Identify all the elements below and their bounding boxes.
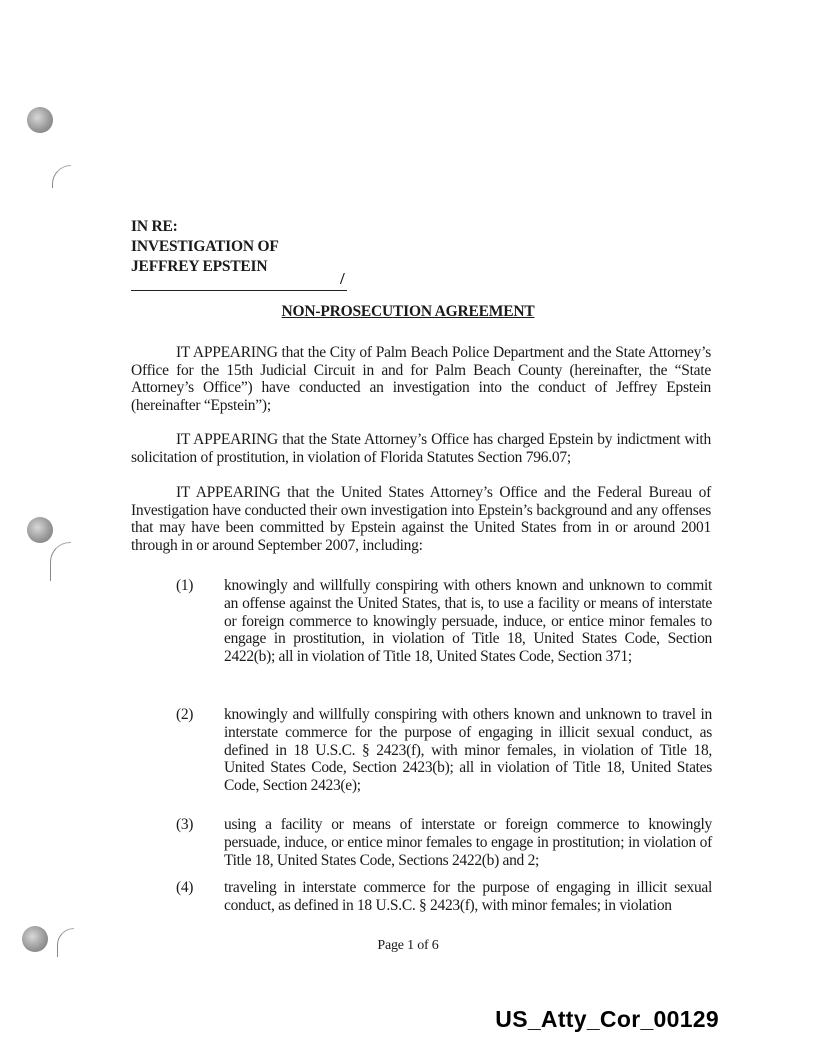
list-item-text: knowingly and willfully conspiring with others known and unknown to travel in interstate commerce for the purpose of engaging in illicit sexual conduct, as defined in 18 U.S.C. § 2423(f), with minor females, in violation of Title 18, United States Code, Section 2423(b); all in violation of Title 18, United States Code, Section 2423(e); [224,706,712,795]
list-item [176,816,712,869]
scan-mark [50,542,71,581]
caption-slash: / [340,269,345,288]
document-title: NON-PROSECUTION AGREEMENT [281,303,535,320]
list-item-number: (3) [176,816,194,833]
paragraph-text: IT APPEARING that the State Attorney’s Office has charged Epstein by indictment with solicitation of prostitution, in violation of Florida Statutes Section 796.07; [131,431,711,466]
list-item [176,706,712,795]
paragraph-1 [131,344,711,414]
caption-rule [131,272,347,291]
paragraph-3 [131,484,711,554]
case-caption [131,217,279,277]
caption-line-3: JEFFREY EPSTEIN [131,258,268,275]
list-item [176,879,712,915]
bates-number: US_Atty_Cor_00129 [495,1006,719,1032]
scan-mark [52,165,71,188]
list-item-text: using a facility or means of interstate or foreign commerce to knowingly persuade, induce, or entice minor females to engage in prostitution; in violation of Title 18, United States Code, Sections 2422(b) and 2; [224,816,712,869]
paragraph-text: IT APPEARING that the United States Attorney’s Office and the Federal Bureau of Investigation have conducted their own investigation into Epstein’s background and any offenses that may have been committed by Epstein against the United States from in or around 2001 through in or around September 2007, including: [131,484,711,554]
caption-line-2: INVESTIGATION OF [131,238,279,255]
list-item-number: (2) [176,706,194,723]
list-item-text: traveling in interstate commerce for the purpose of engaging in illicit sexual conduct, as defined in 18 U.S.C. § 2423(f), with minor females; in violation [224,879,712,914]
punch-hole-middle [27,517,53,543]
page-number: Page 1 of 6 [377,938,439,953]
list-item-number: (1) [176,577,194,594]
list-item [176,577,712,666]
paragraph-text: IT APPEARING that the City of Palm Beach Police Department and the State Attorney’s Office for the 15th Judicial Circuit in and for Palm Beach County (hereinafter, the “State Attorney’s Office”) have conducted an investigation into the conduct of Jeffrey Epstein (hereinafter “Epstein”); [131,344,711,414]
list-item-text: knowingly and willfully conspiring with others known and unknown to commit an offense against the United States, that is, to use a facility or means of interstate or foreign commerce to knowingly persuade, induce, or entice minor females to engage in prostitution, in violation of Title 18, United States Code, Section 2422(b); all in violation of Title 18, United States Code, Section 371; [224,577,712,666]
caption-line-1: IN RE: [131,218,178,235]
list-item-number: (4) [176,879,194,896]
punch-hole-top [27,107,53,133]
paragraph-2 [131,431,711,466]
